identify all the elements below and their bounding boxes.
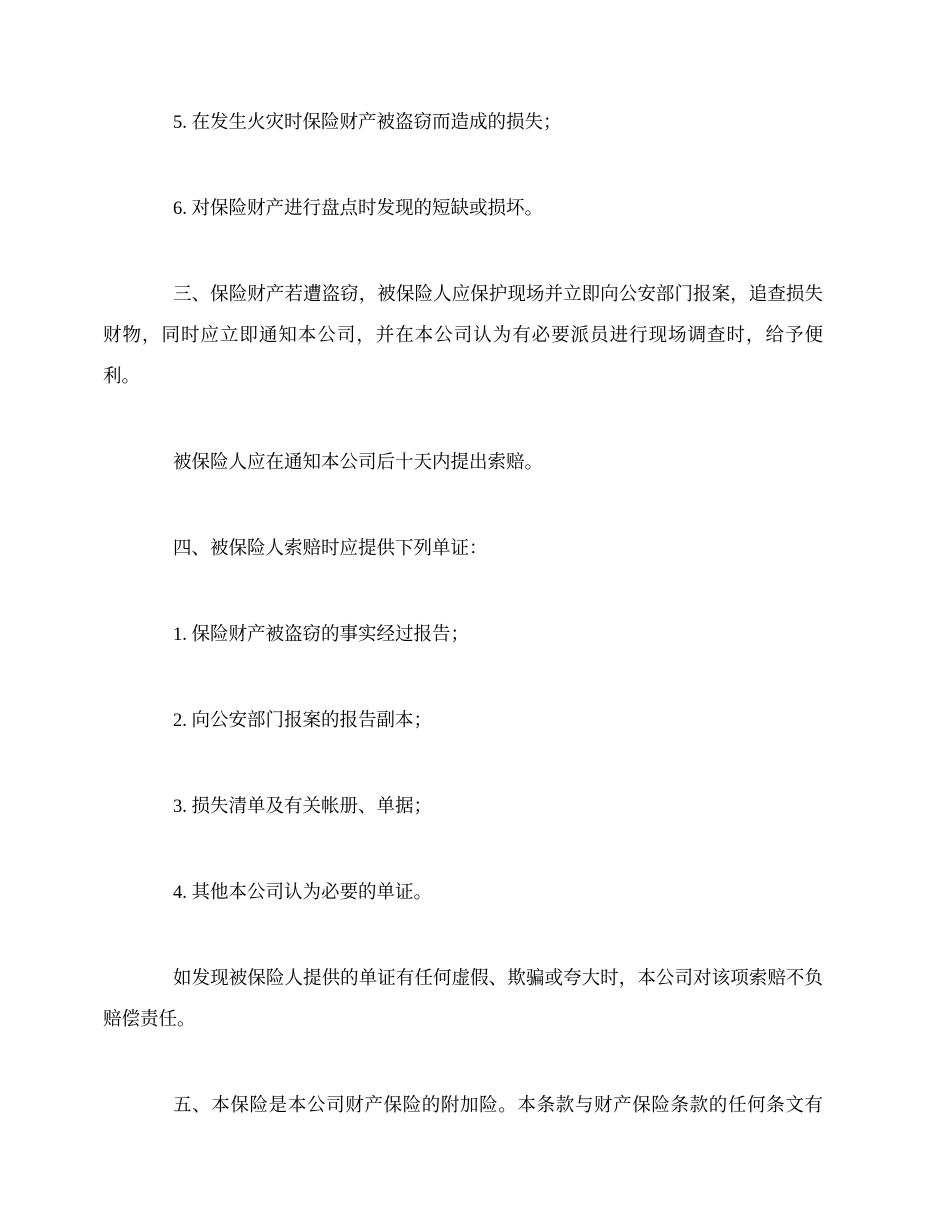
clause-five: 五、本保险是本公司财产保险的附加险。本条款与财产保险条款的任何条文有 [173, 1096, 823, 1116]
claim-notice: 被保险人应在通知本公司后十天内提出索赔。 [173, 453, 544, 473]
clause-three: 三、保险财产若遭盗窃，被保险人应保护现场并立即向公安部门报案，追查损失财物，同时应立即通知本公司，并在本公司认为有必要派员进行现场调查时，给予便利。 [103, 285, 823, 387]
claim-doc-4: 4. 其他本公司认为必要的单证。 [173, 883, 433, 903]
clause-four: 四、被保险人索赔时应提供下列单证： [173, 539, 488, 559]
exclusion-item-5: 5. 在发生火灾时保险财产被盗窃而造成的损失； [173, 113, 562, 133]
exclusion-item-6: 6. 对保险财产进行盘点时发现的短缺或损坏。 [173, 199, 544, 219]
claim-doc-3: 3. 损失清单及有关帐册、单据； [173, 797, 433, 817]
claim-doc-1: 1. 保险财产被盗窃的事实经过报告； [173, 625, 470, 645]
claim-doc-2: 2. 向公安部门报案的报告副本； [173, 711, 433, 731]
fraud-clause: 如发现被保险人提供的单证有任何虚假、欺骗或夸大时，本公司对该项索赔不负赔偿责任。 [103, 969, 823, 1030]
